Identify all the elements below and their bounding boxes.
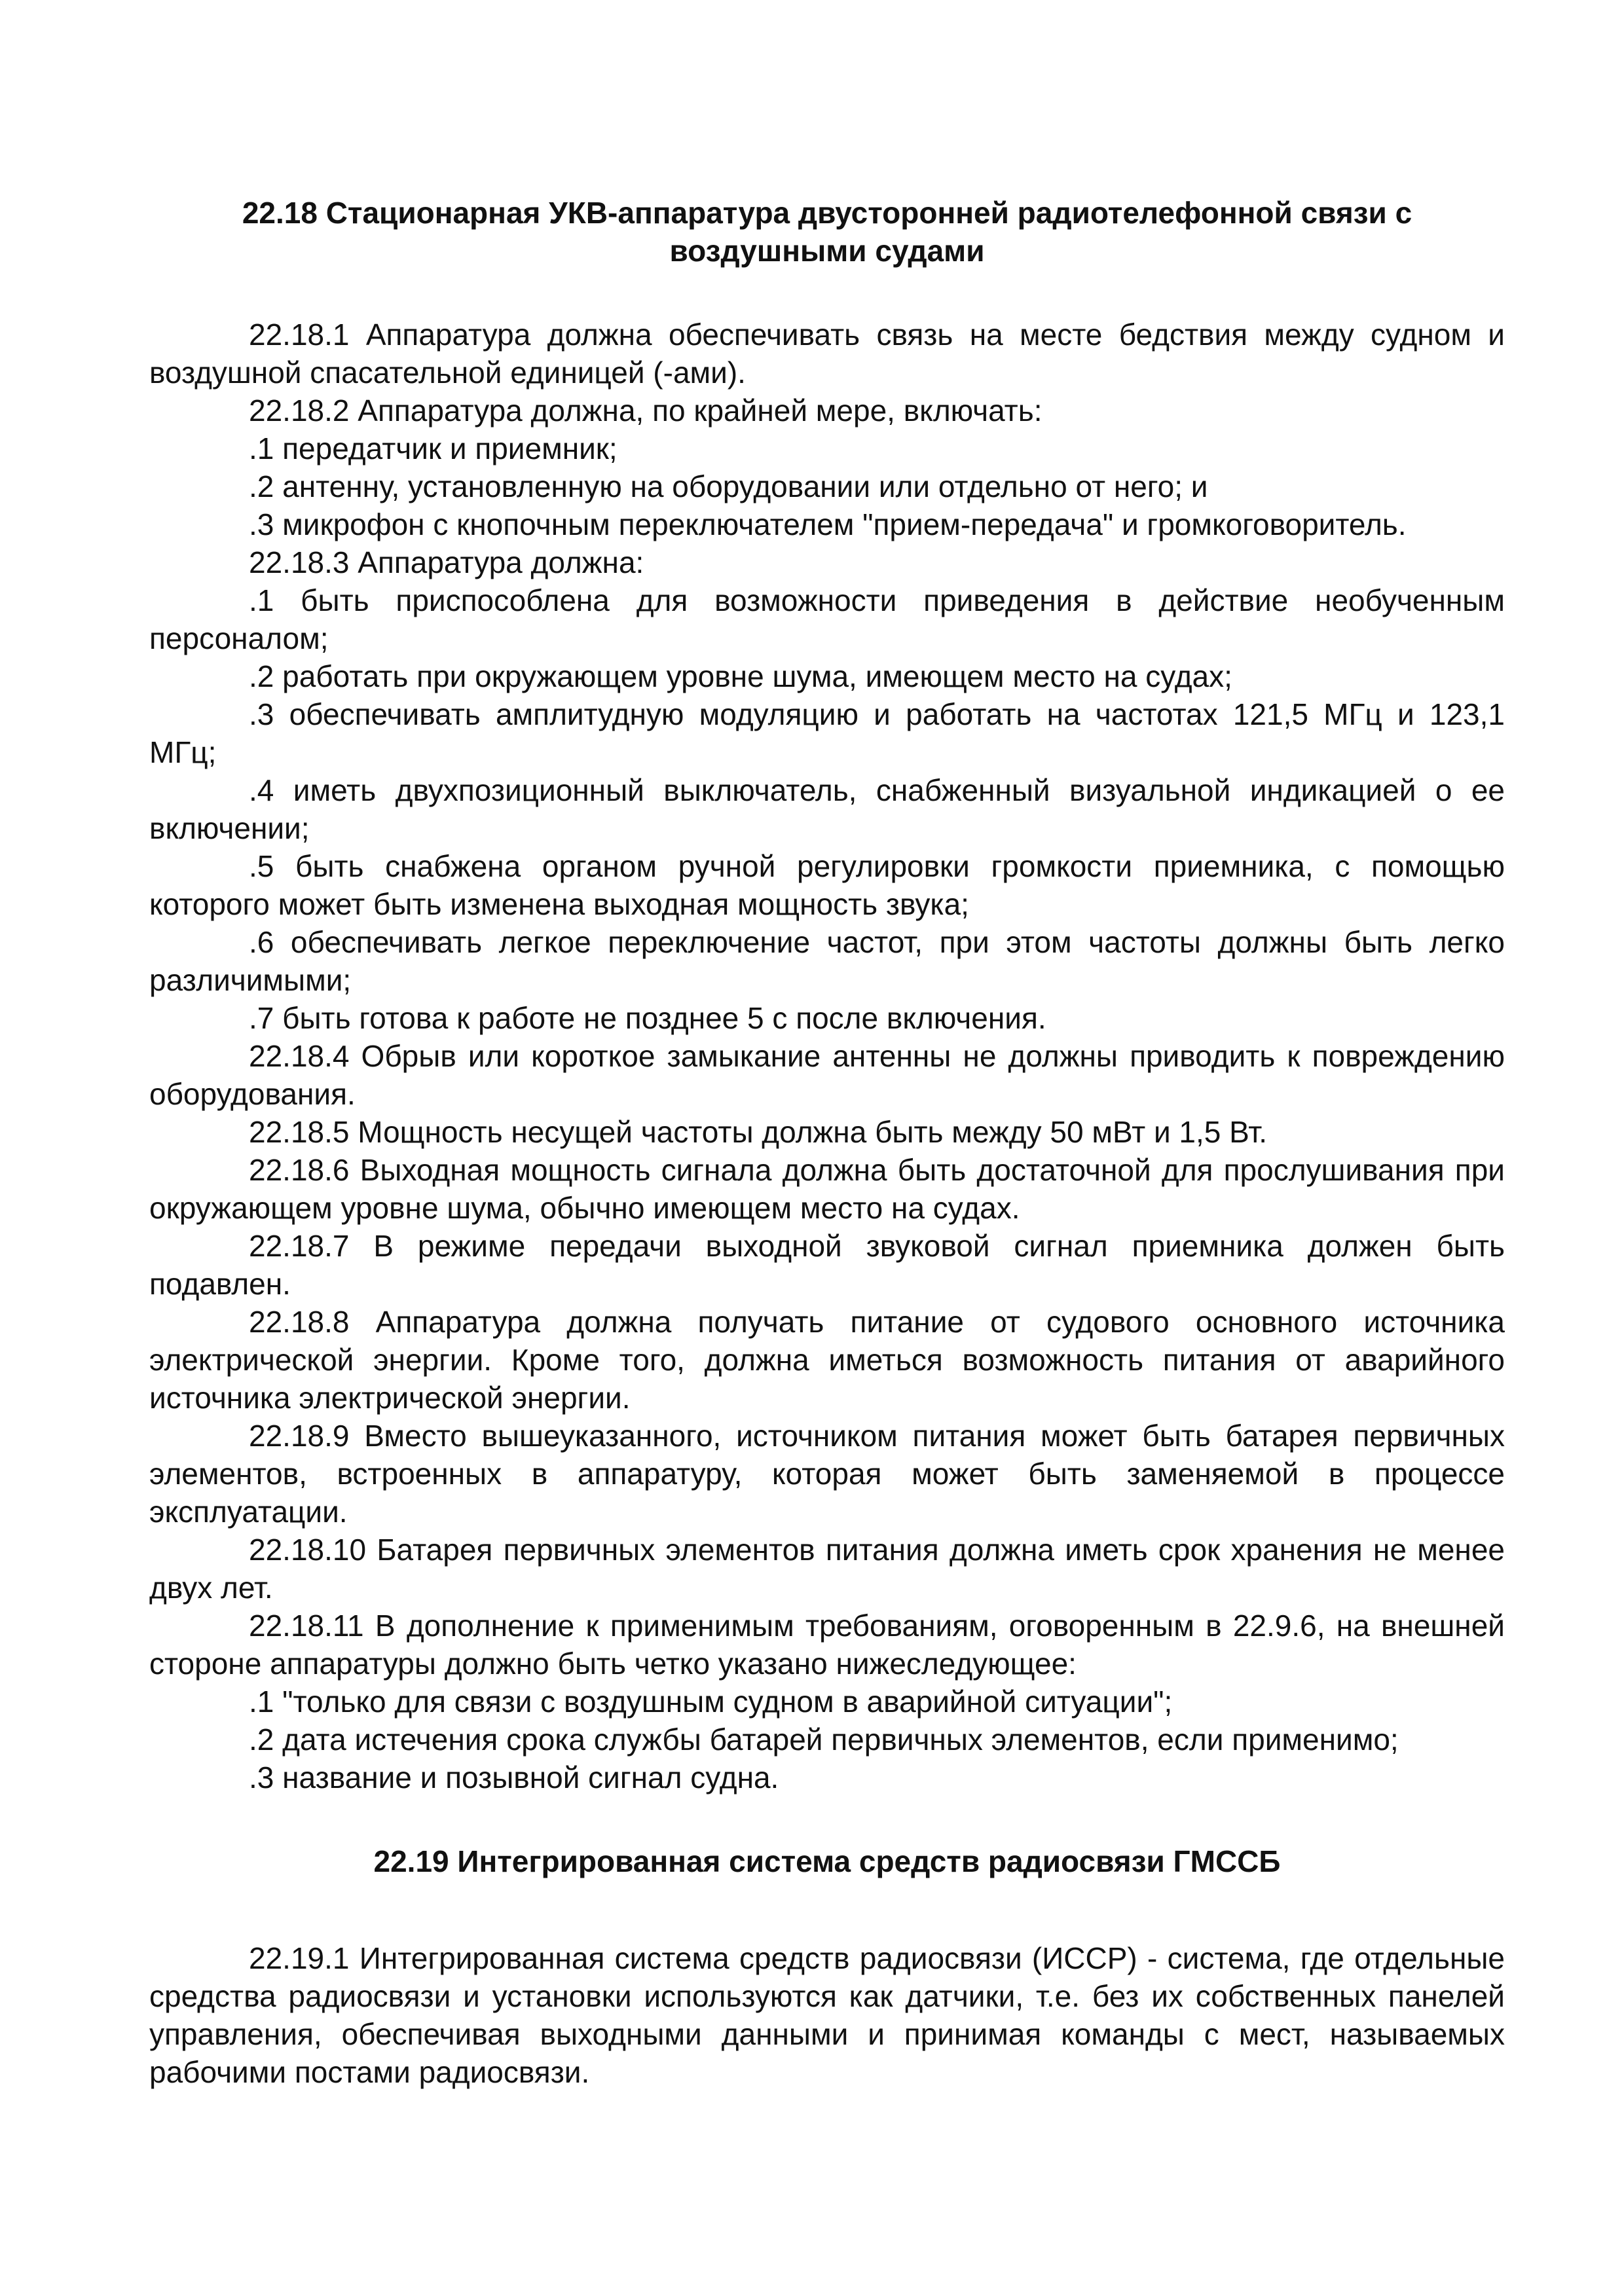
paragraph-22-18-3: 22.18.3 Аппаратура должна:	[249, 545, 644, 579]
list-item-22-18-2-2: .2 антенну, установленную на оборудовании или отдельно от него; и	[249, 469, 1208, 503]
paragraph-22-18-10: 22.18.10 Батарея первичных элементов питания должна иметь срок хранения не менее двух лет.	[149, 1533, 1505, 1605]
list-item-22-18-3-4: .4 иметь двухпозиционный выключатель, снабженный визуальной индикацией о ее включении;	[149, 773, 1505, 845]
paragraph-22-18-2: 22.18.2 Аппаратура должна, по крайней мере, включать:	[249, 393, 1043, 428]
paragraph-22-18-5: 22.18.5 Мощность несущей частоты должна быть между 50 мВт и 1,5 Вт.	[249, 1115, 1268, 1149]
list-item-22-18-2-1: .1 передатчик и приемник;	[249, 431, 618, 465]
list-item-22-18-3-2: .2 работать при окружающем уровне шума, имеющем место на судах;	[249, 659, 1232, 693]
list-item-22-18-3-5: .5 быть снабжена органом ручной регулировки громкости приемника, с помощью которого может быть изменена выходная мощность звука;	[149, 849, 1505, 921]
paragraph-22-19-1: 22.19.1 Интегрированная система средств радиосвязи (ИССР) - система, где отдельные средства радиосвязи и установки используются как датчики, т.е. без их собственных панелей управления, обеспечивая выходными данными и принимая команды с мест, называемых рабочими постами радиосвязи.	[149, 1941, 1505, 2089]
list-item-22-18-3-7: .7 быть готова к работе не позднее 5 с после включения.	[249, 1001, 1046, 1035]
section-heading-22-18: 22.18 Стационарная УКВ-аппаратура двусторонней радиотелефонной связи с воздушными судами	[242, 196, 1412, 268]
list-item-22-18-11-1: .1 "только для связи с воздушным судном в аварийной ситуации";	[249, 1685, 1173, 1719]
paragraph-22-18-11: 22.18.11 В дополнение к применимым требованиям, оговоренным в 22.9.6, на внешней стороне аппаратуры должно быть четко указано нижеследующее:	[149, 1609, 1505, 1681]
paragraph-22-18-8: 22.18.8 Аппаратура должна получать питание от судового основного источника электрической энергии. Кроме того, должна иметься возможность питания от аварийного источника электрической энергии.	[149, 1305, 1505, 1415]
list-item-22-18-3-1: .1 быть приспособлена для возможности приведения в действие необученным персоналом;	[149, 583, 1505, 655]
paragraph-22-18-9: 22.18.9 Вместо вышеуказанного, источником питания может быть батарея первичных элементов, встроенных в аппаратуру, которая может быть заменяемой в процессе эксплуатации.	[149, 1419, 1505, 1529]
section-heading-22-19: 22.19 Интегрированная система средств радиосвязи ГМССБ	[373, 1844, 1281, 1878]
list-item-22-18-11-2: .2 дата истечения срока службы батарей первичных элементов, если применимо;	[249, 1722, 1399, 1757]
paragraph-22-18-6: 22.18.6 Выходная мощность сигнала должна быть достаточной для прослушивания при окружающем уровне шума, обычно имеющем место на судах.	[149, 1153, 1505, 1225]
list-item-22-18-2-3: .3 микрофон с кнопочным переключателем "прием-передача" и громкоговоритель.	[249, 507, 1407, 541]
list-item-22-18-3-3: .3 обеспечивать амплитудную модуляцию и работать на частотах 121,5 МГц и 123,1 МГц;	[149, 697, 1505, 769]
list-item-22-18-3-6: .6 обеспечивать легкое переключение частот, при этом частоты должны быть легко различимыми;	[149, 925, 1505, 997]
paragraph-22-18-1: 22.18.1 Аппаратура должна обеспечивать связь на месте бедствия между судном и воздушной спасательной единицей (-ами).	[149, 318, 1505, 390]
document-page	[149, 194, 1505, 2091]
list-item-22-18-11-3: .3 название и позывной сигнал судна.	[249, 1760, 779, 1795]
paragraph-22-18-7: 22.18.7 В режиме передачи выходной звуковой сигнал приемника должен быть подавлен.	[149, 1229, 1505, 1301]
paragraph-22-18-4: 22.18.4 Обрыв или короткое замыкание антенны не должны приводить к повреждению оборудования.	[149, 1039, 1505, 1111]
